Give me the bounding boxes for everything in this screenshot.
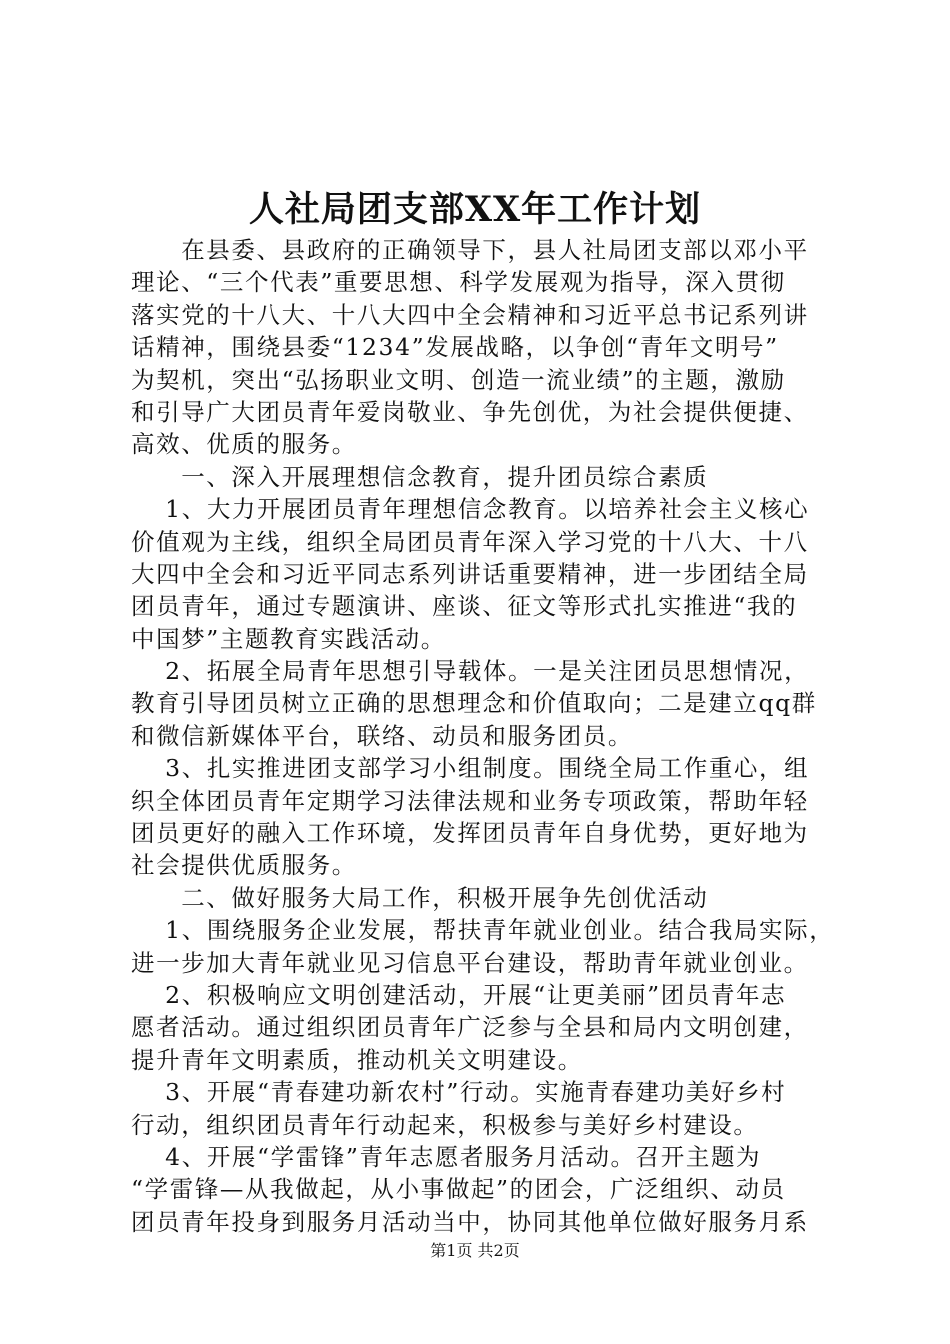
body-text-line: 愿者活动。通过组织团员青年广泛参与全县和局内文明创建，	[131, 1013, 809, 1042]
body-text-line: 话精神，围绕县委“1234”发展战略，以争创“青年文明号”	[131, 333, 779, 362]
body-text-line: 2、拓展全局青年思想引导载体。一是关注团员思想情况，	[131, 657, 810, 686]
document-body	[131, 234, 835, 1238]
body-text-line: 团员更好的融入工作环境，发挥团员青年自身优势，更好地为	[131, 819, 809, 848]
body-text-line: 二、做好服务大局工作，积极开展争先创优活动	[131, 883, 709, 912]
body-text-line: 大四中全会和习近平同志系列讲话重要精神，进一步团结全局	[131, 559, 809, 588]
body-text-line: 在县委、县政府的正确领导下，县人社局团支部以邓小平	[131, 236, 809, 264]
body-text-line: 提升青年文明素质，推动机关文明建设。	[131, 1045, 583, 1074]
body-text-line: 团员青年投身到服务月活动当中，协同其他单位做好服务月系	[131, 1207, 809, 1236]
body-text-line: 教育引导团员树立正确的思想理念和价值取向；二是建立qq群	[131, 689, 817, 718]
body-text-line: 和微信新媒体平台，联络、动员和服务团员。	[131, 721, 633, 750]
body-text-line: 价值观为主线，组织全局团员青年深入学习党的十八大、十八	[131, 527, 809, 556]
body-text-line: 中国梦”主题教育实践活动。	[131, 624, 446, 653]
body-text-line: 高效、优质的服务。	[131, 430, 357, 459]
body-text-line: 1、围绕服务企业发展，帮扶青年就业创业。结合我局实际，	[131, 916, 835, 945]
body-text-line: 理论、“三个代表”重要思想、科学发展观为指导，深入贯彻	[131, 268, 786, 297]
body-text-line: 落实党的十八大、十八大四中全会精神和习近平总书记系列讲	[131, 300, 809, 329]
body-text-line: 团员青年，通过专题演讲、座谈、征文等形式扎实推进“我的	[131, 592, 798, 621]
body-text-line: 一、深入开展理想信念教育，提升团员综合素质	[131, 462, 709, 491]
body-text-line: 为契机，突出“弘扬职业文明、创造一流业绩”的主题，激励	[131, 365, 786, 394]
body-text-line: 1、大力开展团员青年理想信念教育。以培养社会主义核心	[131, 495, 810, 524]
body-text-line: 和引导广大团员青年爱岗敬业、争先创优，为社会提供便捷、	[131, 397, 809, 426]
body-text-line: 进一步加大青年就业见习信息平台建设，帮助青年就业创业。	[131, 948, 809, 977]
body-text-line: 织全体团员青年定期学习法律法规和业务专项政策，帮助年轻	[131, 786, 809, 815]
document-title: 人社局团支部XX年工作计划	[248, 189, 702, 230]
body-text-line: “学雷锋—从我做起，从小事做起”的团会，广泛组织、动员	[131, 1175, 786, 1204]
body-text-line: 社会提供优质服务。	[131, 851, 357, 880]
body-text-line: 行动，组织团员青年行动起来，积极参与美好乡村建设。	[131, 1110, 759, 1139]
body-text-line: 3、开展“青春建功新农村”行动。实施青春建功美好乡村	[131, 1078, 787, 1107]
body-text-line: 2、积极响应文明创建活动，开展“让更美丽”团员青年志	[131, 980, 787, 1009]
body-text-line: 4、开展“学雷锋”青年志愿者服务月活动。召开主题为	[131, 1142, 762, 1171]
page-footer: 第1页 共2页	[430, 1241, 520, 1260]
body-text-line: 3、扎实推进团支部学习小组制度。围绕全局工作重心，组	[131, 754, 810, 783]
